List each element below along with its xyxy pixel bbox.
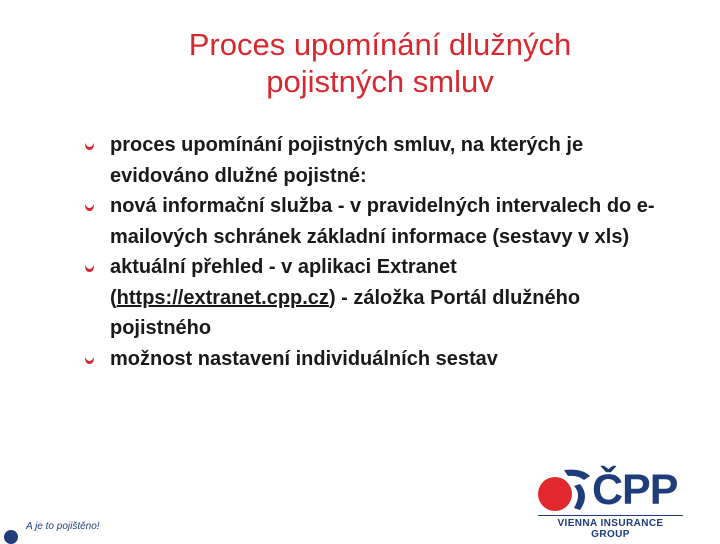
- bullet-marker-icon: [84, 353, 95, 365]
- bullet-text: možnost nastavení individuálních sestav: [110, 347, 498, 370]
- bullet-text-before-link: aktuální přehled - v aplikaci Extranet (: [110, 256, 457, 309]
- bullet-item: [84, 344, 684, 375]
- bullet-text: nová informační služba - v pravidelných intervalech do e-mailových schránek základní informace (sestavy v xls): [110, 195, 655, 248]
- bullet-item: [84, 130, 684, 191]
- logo-wordmark: ČPP: [592, 466, 678, 514]
- bullet-marker-icon: [84, 139, 95, 151]
- corner-logo-mark: [4, 530, 18, 544]
- bullet-list: [84, 130, 684, 374]
- tagline: A je to pojištěno!: [26, 521, 100, 532]
- bullet-text: proces upomínání pojistných smluv, na kterých je evidováno dlužné pojistné:: [110, 134, 584, 187]
- slide-title-line-2: pojistných smluv: [266, 64, 494, 99]
- slide-title: [100, 26, 660, 100]
- bullet-marker-icon: [84, 261, 95, 273]
- bullet-item: [84, 191, 684, 252]
- logo-group-name: VIENNA INSURANCE GROUP: [538, 515, 683, 540]
- cpp-logo: [534, 462, 686, 540]
- slide-title-line-1: Proces upomínání dlužných: [188, 27, 572, 62]
- bullet-text-after-link: ) - záložka Portál dlužného pojistného: [110, 286, 581, 339]
- bullet-marker-icon: [84, 200, 95, 212]
- extranet-link[interactable]: https://extranet.cpp.cz: [116, 286, 329, 309]
- bullet-item: [84, 252, 684, 344]
- cpp-emblem-icon: [534, 464, 594, 516]
